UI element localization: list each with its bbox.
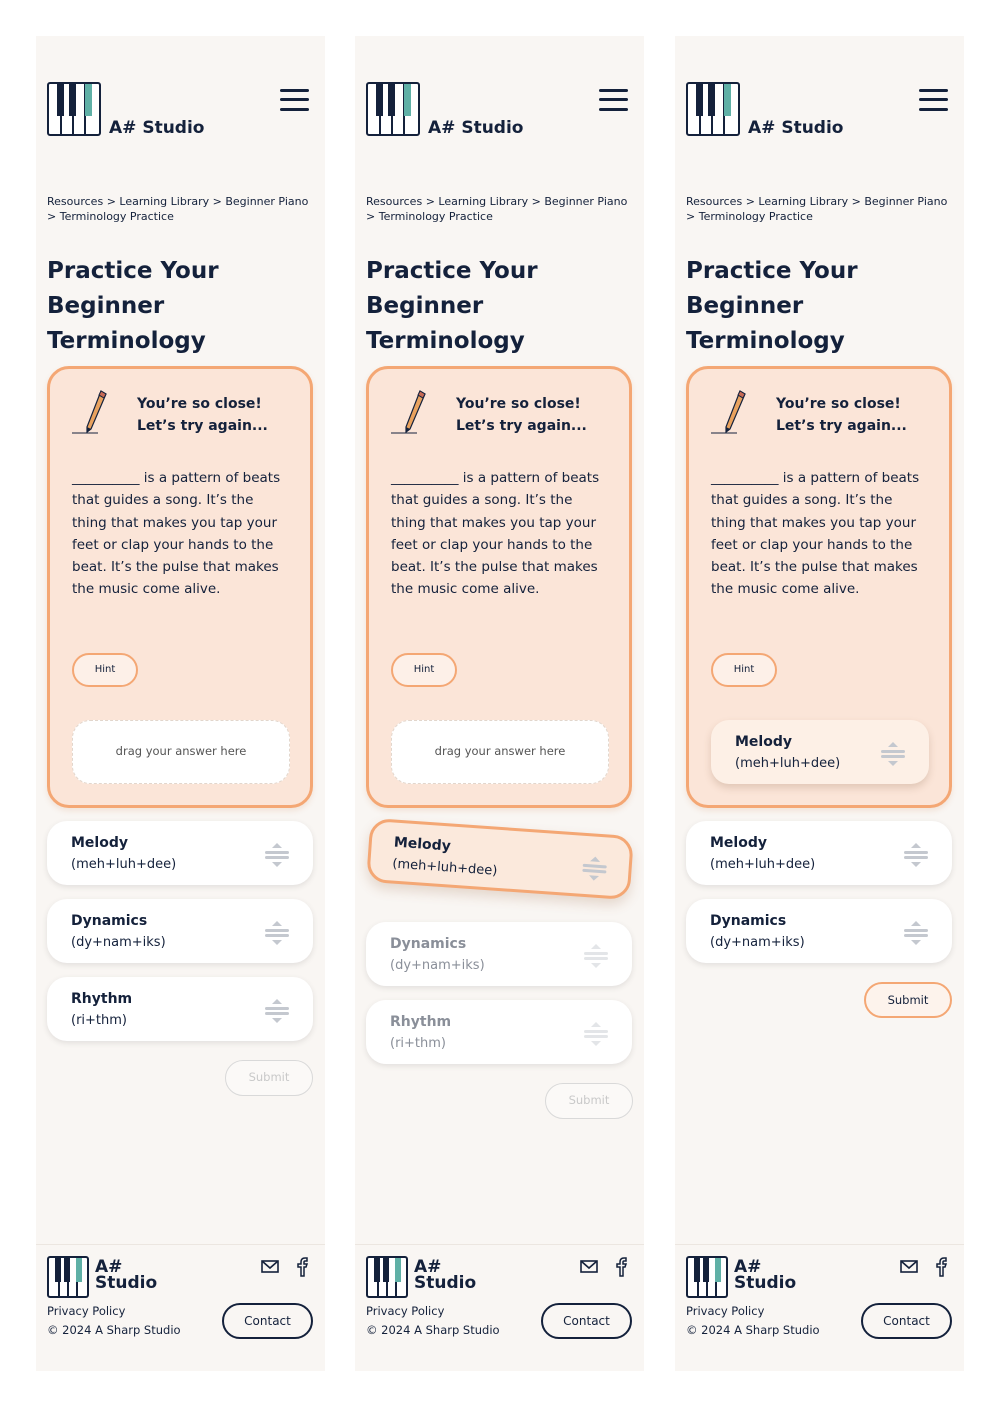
- question-text: __________ is a pattern of beats that guides a song. It’s the thing that makes you tap your feet or clap your hands to the beat. It’s the pulse that makes the music come alive.: [391, 470, 600, 598]
- mail-icon[interactable]: [581, 1261, 597, 1272]
- option-pronunciation: (meh+luh+dee): [710, 857, 816, 872]
- option-word: Melody: [71, 835, 128, 851]
- option-pronunciation: (dy+nam+iks): [71, 935, 166, 950]
- drag-handle-icon[interactable]: [265, 921, 289, 945]
- answer-dropzone[interactable]: drag your answer here: [72, 720, 290, 784]
- screen-dropped: [675, 36, 964, 1371]
- footer-brand: A# Studio: [95, 1257, 158, 1293]
- option-pronunciation: (dy+nam+iks): [710, 935, 805, 950]
- breadcrumb: [366, 194, 636, 224]
- option-pronunciation: (ri+thm): [71, 1013, 127, 1028]
- breadcrumb-separator: >: [47, 210, 57, 223]
- footer: [675, 1244, 964, 1371]
- question-card: [686, 366, 952, 808]
- feedback-line1: You’re so close!: [137, 396, 262, 412]
- breadcrumb-beginner-piano[interactable]: Beginner Piano: [225, 195, 309, 208]
- facebook-icon[interactable]: [617, 1258, 626, 1276]
- feedback-line1: You’re so close!: [456, 396, 581, 412]
- footer: [355, 1244, 644, 1371]
- privacy-policy-link[interactable]: Privacy Policy: [47, 1304, 126, 1318]
- facebook-icon[interactable]: [298, 1258, 307, 1276]
- page-title: Practice Your Beginner Terminology: [686, 258, 858, 354]
- option-melody[interactable]: [686, 821, 952, 885]
- breadcrumb-learning-library[interactable]: Learning Library: [758, 195, 849, 208]
- feedback-line1: You’re so close!: [776, 396, 901, 412]
- answer-dropzone-filled[interactable]: [711, 720, 929, 784]
- option-word: Rhythm: [390, 1014, 452, 1030]
- social-icons: [580, 1257, 630, 1277]
- option-word: Dynamics: [710, 913, 787, 929]
- breadcrumb-resources[interactable]: Resources: [366, 195, 423, 208]
- hint-button[interactable]: Hint: [711, 653, 777, 687]
- option-pronunciation: (meh+luh+dee): [735, 756, 841, 771]
- breadcrumb-current: Terminology Practice: [698, 210, 813, 223]
- drag-handle-icon[interactable]: [904, 921, 928, 945]
- hamburger-menu-icon[interactable]: [280, 89, 309, 111]
- option-dynamics[interactable]: [366, 922, 632, 986]
- mail-icon[interactable]: [262, 1261, 278, 1272]
- piano-keys-icon: [47, 82, 101, 136]
- facebook-icon[interactable]: [937, 1258, 946, 1276]
- copyright: © 2024 A Sharp Studio: [686, 1323, 820, 1337]
- drag-handle-icon[interactable]: [265, 843, 289, 867]
- drag-handle-icon[interactable]: [584, 944, 608, 968]
- option-pronunciation: (meh+luh+dee): [391, 856, 498, 879]
- drag-handle-icon[interactable]: [881, 742, 905, 766]
- answer-dropzone[interactable]: drag your answer here: [391, 720, 609, 784]
- screen-dragging: [355, 36, 644, 1371]
- drag-handle-icon[interactable]: [265, 999, 289, 1023]
- social-icons: [900, 1257, 950, 1277]
- feedback-message: [776, 393, 907, 437]
- question-card: [47, 366, 313, 808]
- screen-initial: [36, 36, 325, 1371]
- option-word: Melody: [735, 734, 792, 750]
- brand-name: A# Studio: [428, 118, 524, 138]
- drag-handle-icon[interactable]: [582, 856, 608, 882]
- option-pronunciation: (ri+thm): [390, 1036, 446, 1051]
- breadcrumb: [47, 194, 317, 224]
- brand-name: A# Studio: [109, 118, 205, 138]
- option-melody-dragging[interactable]: [366, 818, 634, 900]
- option-pronunciation: (meh+luh+dee): [71, 857, 177, 872]
- footer-logo-icon[interactable]: [47, 1256, 89, 1298]
- piano-keys-icon: [366, 82, 420, 136]
- breadcrumb-learning-library[interactable]: Learning Library: [438, 195, 529, 208]
- breadcrumb-separator: >: [686, 210, 696, 223]
- feedback-line2: Let’s try again...: [137, 418, 268, 434]
- contact-button[interactable]: Contact: [222, 1303, 313, 1339]
- breadcrumb-separator: >: [366, 210, 376, 223]
- breadcrumb-separator: >: [425, 195, 435, 208]
- option-melody[interactable]: [47, 821, 313, 885]
- feedback-message: [137, 393, 268, 437]
- contact-button[interactable]: Contact: [541, 1303, 632, 1339]
- breadcrumb-separator: >: [106, 195, 116, 208]
- option-word: Dynamics: [71, 913, 148, 929]
- breadcrumb-separator: >: [531, 195, 541, 208]
- option-word: Melody: [710, 835, 767, 851]
- hamburger-menu-icon[interactable]: [919, 89, 948, 111]
- hint-button[interactable]: Hint: [72, 653, 138, 687]
- breadcrumb-beginner-piano[interactable]: Beginner Piano: [864, 195, 948, 208]
- footer: [36, 1244, 325, 1371]
- page-title: Practice Your Beginner Terminology: [366, 258, 538, 354]
- drag-handle-icon[interactable]: [904, 843, 928, 867]
- breadcrumb-learning-library[interactable]: Learning Library: [119, 195, 210, 208]
- hamburger-menu-icon[interactable]: [599, 89, 628, 111]
- breadcrumb-resources[interactable]: Resources: [686, 195, 743, 208]
- mail-icon[interactable]: [901, 1261, 917, 1272]
- breadcrumb-separator: >: [212, 195, 222, 208]
- copyright: © 2024 A Sharp Studio: [47, 1323, 181, 1337]
- option-rhythm[interactable]: [47, 977, 313, 1041]
- option-word: Rhythm: [71, 991, 133, 1007]
- breadcrumb-current: Terminology Practice: [378, 210, 493, 223]
- piano-keys-icon: [686, 82, 740, 136]
- submit-button[interactable]: Submit: [545, 1083, 633, 1119]
- hint-button[interactable]: Hint: [391, 653, 457, 687]
- option-dynamics[interactable]: [686, 899, 952, 963]
- privacy-policy-link[interactable]: Privacy Policy: [366, 1304, 445, 1318]
- footer-logo-icon[interactable]: [366, 1256, 408, 1298]
- submit-button[interactable]: Submit: [864, 982, 952, 1018]
- submit-button[interactable]: Submit: [225, 1060, 313, 1096]
- footer-brand: A# Studio: [414, 1257, 477, 1293]
- question-card: [366, 366, 632, 808]
- pencil-icon: [391, 387, 427, 439]
- footer-brand: A# Studio: [734, 1257, 797, 1293]
- footer-logo-icon[interactable]: [686, 1256, 728, 1298]
- page-title: Practice Your Beginner Terminology: [47, 258, 219, 354]
- breadcrumb: [686, 194, 956, 224]
- feedback-line2: Let’s try again...: [456, 418, 587, 434]
- feedback-line2: Let’s try again...: [776, 418, 907, 434]
- brand-name: A# Studio: [748, 118, 844, 138]
- feedback-message: [456, 393, 587, 437]
- breadcrumb-separator: >: [851, 195, 861, 208]
- option-pronunciation: (dy+nam+iks): [390, 958, 485, 973]
- option-word: Melody: [393, 834, 452, 855]
- breadcrumb-separator: >: [745, 195, 755, 208]
- social-icons: [261, 1257, 311, 1277]
- pencil-icon: [711, 387, 747, 439]
- breadcrumb-current: Terminology Practice: [59, 210, 174, 223]
- breadcrumb-resources[interactable]: Resources: [47, 195, 104, 208]
- copyright: © 2024 A Sharp Studio: [366, 1323, 500, 1337]
- privacy-policy-link[interactable]: Privacy Policy: [686, 1304, 765, 1318]
- question-text: __________ is a pattern of beats that guides a song. It’s the thing that makes you tap your feet or clap your hands to the beat. It’s the pulse that makes the music come alive.: [711, 470, 920, 598]
- pencil-icon: [72, 387, 108, 439]
- option-dynamics[interactable]: [47, 899, 313, 963]
- option-word: Dynamics: [390, 936, 467, 952]
- option-rhythm[interactable]: [366, 1000, 632, 1064]
- question-text: __________ is a pattern of beats that guides a song. It’s the thing that makes you tap your feet or clap your hands to the beat. It’s the pulse that makes the music come alive.: [72, 470, 281, 598]
- drag-handle-icon[interactable]: [584, 1022, 608, 1046]
- breadcrumb-beginner-piano[interactable]: Beginner Piano: [544, 195, 628, 208]
- contact-button[interactable]: Contact: [861, 1303, 952, 1339]
